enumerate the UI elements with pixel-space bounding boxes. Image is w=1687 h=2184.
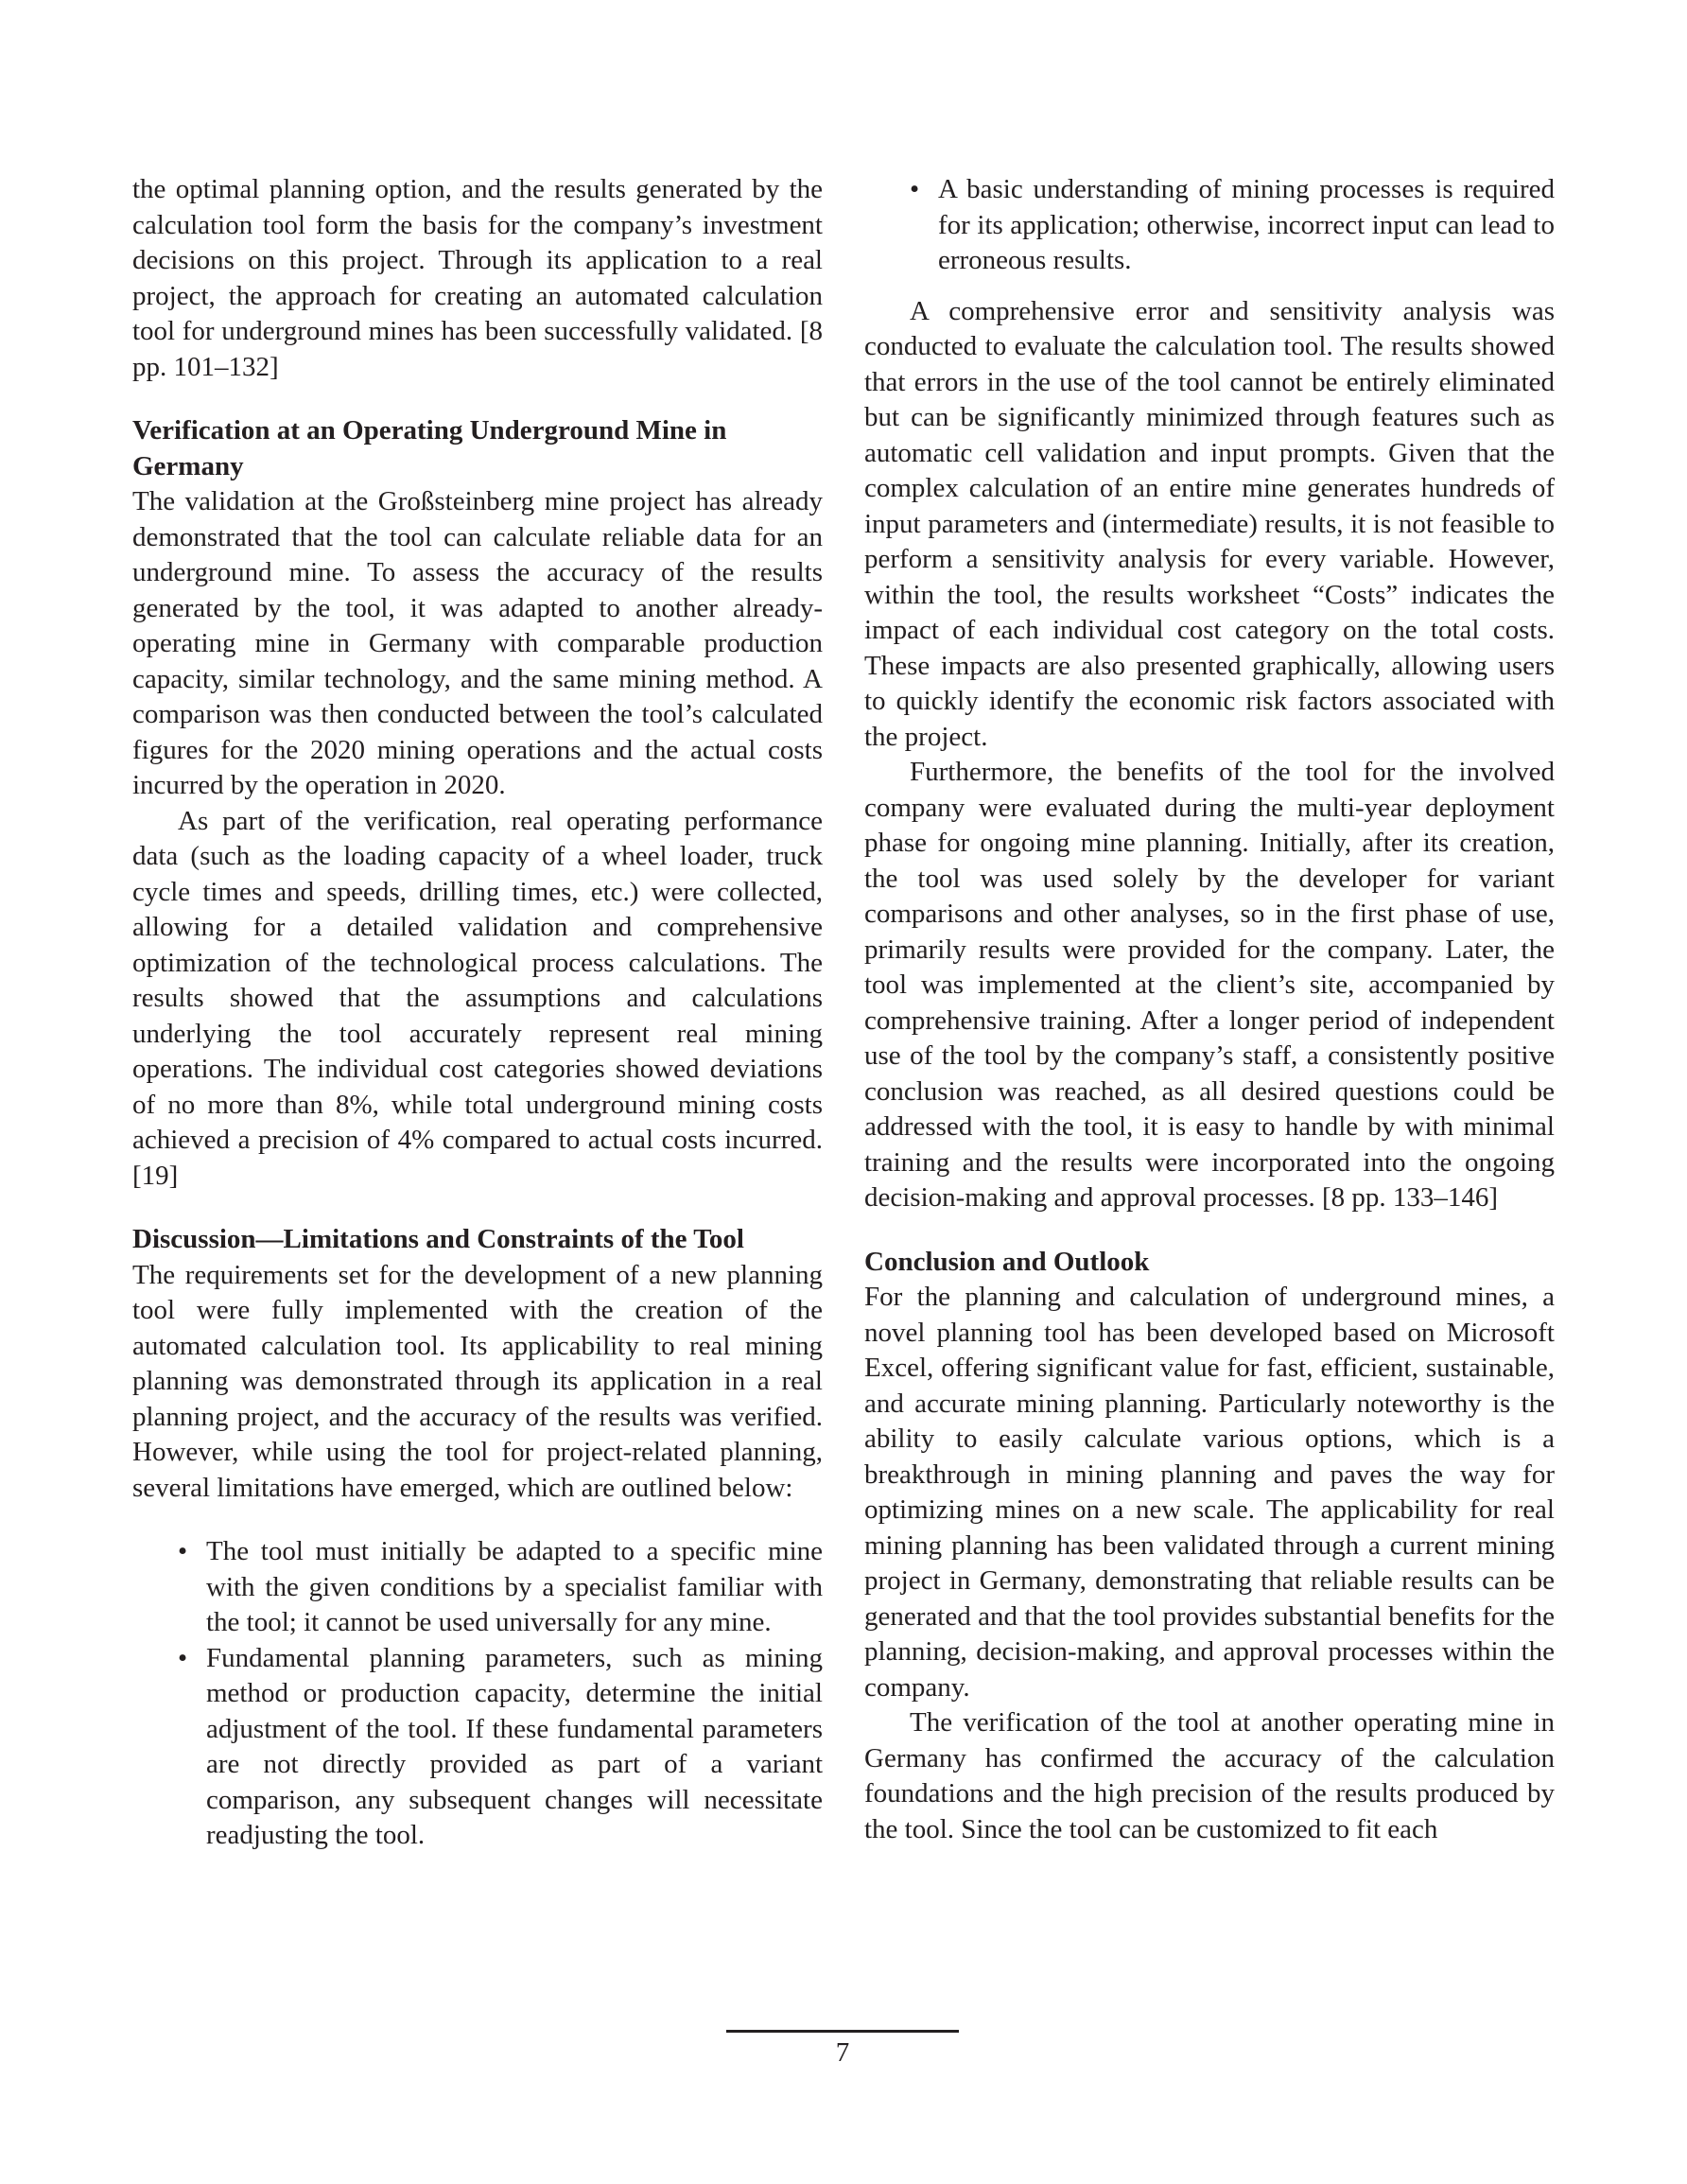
paragraph-verification-2: As part of the verification, real operating performance data (such as the loading capacity of a wheel loader, truck cycle times and speeds, drilling times, etc.) were collected, allowing for a detailed validation and comprehensive optimization of the technological process calculations. The results showed that the assumptions and calculations underlying the tool accurately represent real mining operations. The individual cost categories showed deviations of no more than 8%, while total underground mining costs achieved a precision of 4% compared to actual costs incurred. [19] [132,805,823,1191]
limitations-list-continued [910,172,1555,279]
left-column [132,172,823,1854]
paragraph-benefits: Furthermore, the benefits of the tool for the involved company were evaluated during the multi-year deployment phase for ongoing mine planning. Initially, after its creation, the tool was used solely by the developer for variant comparisons and other analyses, so in the first phase of use, primarily results were provided for the company. Later, the tool was implemented at the client’s site, accompanied by comprehensive training. After a longer period of independent use of the tool by the company’s staff, a consistently positive conclusion was reached, as all desired questions could be addressed with the tool, it is easy to handle by with minimal training and the results were incorporated into the ongoing decision-making and approval processes. [8 pp. 133–146] [864,757,1555,1213]
heading-discussion: Discussion—Limitations and Constraints of the Tool [132,1224,744,1254]
paragraph-verification-1: The validation at the Großsteinberg mine project has already demonstrated that the tool can calculate reliable data for an underground mine. To assess the accuracy of the results generated by the tool, it was adapted to another already-operating mine in Germany with comparable production capacity, similar technology, and the same mining method. A comparison was then conducted between the tool’s calculated figures for the 2020 mining operations and the actual costs incurred by the operation in 2020. [132,486,823,800]
list-item: • The tool must initially be adapted to a specific mine with the given conditions by a specialist familiar with the tool; it cannot be used universally for any mine. [178,1534,823,1641]
paragraph-conclusion-1: For the planning and calculation of underground mines, a novel planning tool has been developed based on Microsoft Excel, offering significant value for fast, efficient, sustainable, and accurate mining planning. Particularly noteworthy is the ability to easily calculate various options, which is a breakthrough in mining planning and paves the way for optimizing mines on a new scale. The applicability for real mining planning has been validated through a current mining project in Germany, demonstrating that reliable results can be generated and that the tool provides substantial benefits for the planning, decision-making, and approval processes within the company. [864,1282,1555,1703]
paragraph-intro: the optimal planning option, and the results generated by the calculation tool form the basis for the company’s investment decisions on this project. Through its application to a real project, the approach for creating an automated calculation tool for underground mines has been successfully validated. [8 pp. 101–132] [132,174,823,382]
heading-verification: Verification at an Operating Underground Mine in Germany [132,415,727,481]
list-item: • Fundamental planning parameters, such as mining method or production capacity, determine the initial adjustment of the tool. If these fundamental parameters are not directly provided as part of a variant comparison, any subsequent changes will necessitate readjusting the tool. [178,1641,823,1854]
paragraph-conclusion-2: The verification of the tool at another operating mine in Germany has confirmed the accuracy of the calculation foundations and the high precision of the results produced by the tool. Since the tool can be customized to fit each [864,1707,1555,1844]
list-item: • A basic understanding of mining processes is required for its application; otherwise, incorrect input can lead to erroneous results. [910,172,1555,279]
page-number: 7 [835,2037,850,2068]
footer-rule [726,2030,959,2033]
paragraph-error-analysis: A comprehensive error and sensitivity analysis was conducted to evaluate the calculation tool. The results showed that errors in the use of the tool cannot be entirely eliminated but can be significantly minimized through features such as automatic cell validation and input prompts. Given that the complex calculation of an entire mine generates hundreds of input parameters and (intermediate) results, it is not feasible to perform a sensitivity analysis for every variable. However, within the tool, the results worksheet “Costs” indicates the impact of each individual cost category on the total costs. These impacts are also presented graphically, allowing users to quickly identify the economic risk factors associated with the project. [864,295,1555,752]
paragraph-discussion: The requirements set for the development of a new planning tool were fully implemented with the creation of the automated calculation tool. Its applicability to real mining planning was demonstrated through its application in a real planning project, and the accuracy of the results was verified. However, while using the tool for project-related planning, several limitations have emerged, which are outlined below: [132,1259,823,1503]
heading-conclusion: Conclusion and Outlook [864,1246,1150,1277]
right-column [864,172,1555,1847]
limitations-list [178,1534,823,1854]
